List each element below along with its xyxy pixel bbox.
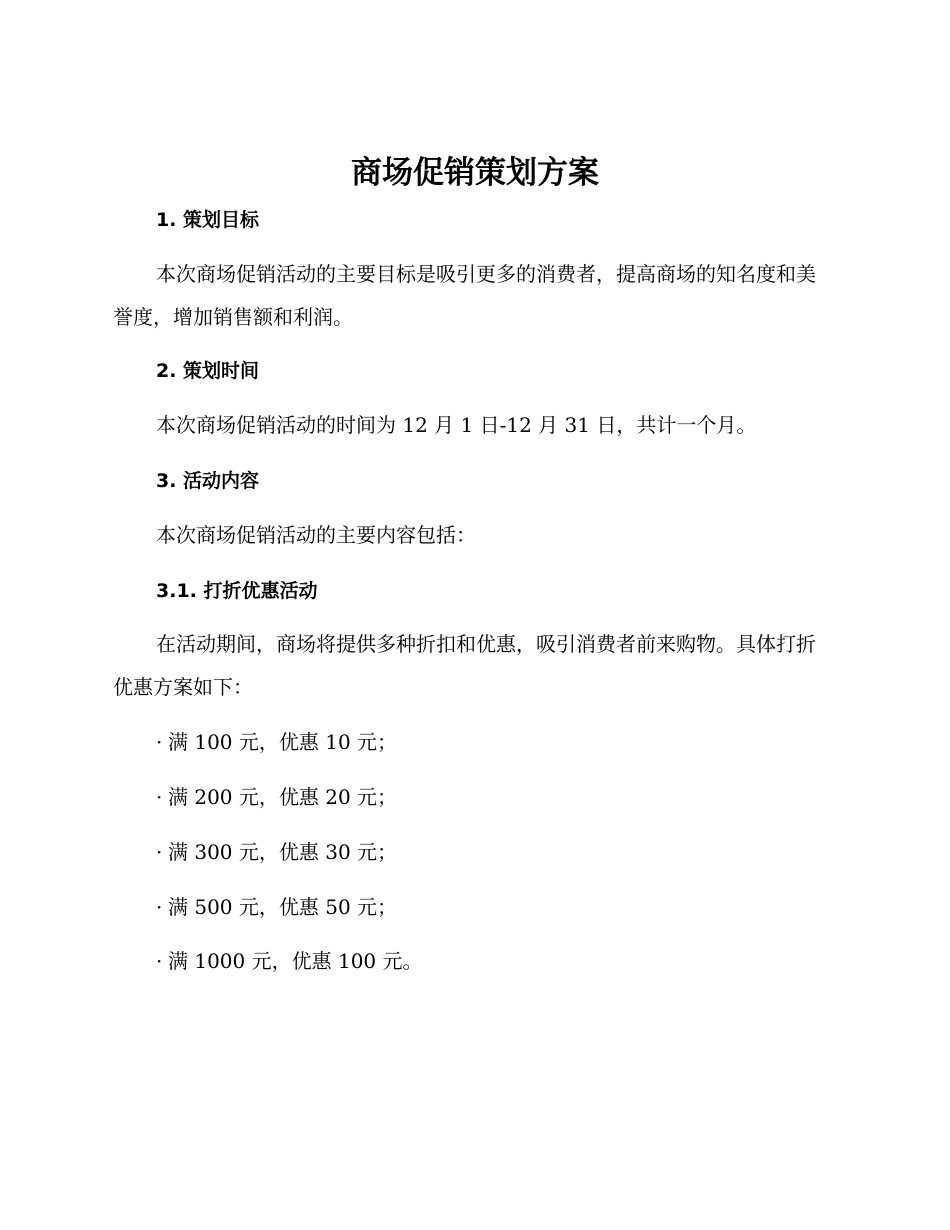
bullet-dot-icon: · <box>156 785 163 809</box>
bullet-dot-icon: · <box>156 840 163 864</box>
list-item-text: 满 500 元，优惠 50 元； <box>168 895 398 919</box>
list-item-text: 满 1000 元，优惠 100 元。 <box>168 949 423 973</box>
bullet-dot-icon: · <box>156 949 163 973</box>
bullet-dot-icon: · <box>156 895 163 919</box>
section-heading-goal: 1. 策划目标 <box>156 209 260 231</box>
list-item <box>156 782 876 812</box>
section-heading-time: 2. 策划时间 <box>156 360 260 382</box>
section-paragraph-goal: 本次商场促销活动的主要目标是吸引更多的消费者，提高商场的知名度和美誉度，增加销售额和利润。 <box>113 262 816 329</box>
list-item-text: 满 200 元，优惠 20 元； <box>168 785 398 809</box>
list-item <box>156 837 876 867</box>
section-paragraph-time: 本次商场促销活动的时间为 12 月 1 日-12 月 31 日，共计一个月。 <box>156 413 757 437</box>
list-item <box>156 892 876 922</box>
list-item-text: 满 300 元，优惠 30 元； <box>168 840 398 864</box>
document-title: 商场促销策划方案 <box>351 155 599 191</box>
section-heading-discount: 3.1. 打折优惠活动 <box>156 580 318 602</box>
list-item <box>156 946 876 976</box>
section-heading-content: 3. 活动内容 <box>156 470 260 492</box>
list-item-text: 满 100 元，优惠 10 元； <box>168 730 398 754</box>
bullet-dot-icon: · <box>156 730 163 754</box>
section-paragraph-content: 本次商场促销活动的主要内容包括： <box>156 523 476 547</box>
list-item <box>156 727 876 757</box>
section-paragraph-discount: 在活动期间，商场将提供多种折扣和优惠，吸引消费者前来购物。具体打折优惠方案如下： <box>113 632 816 699</box>
